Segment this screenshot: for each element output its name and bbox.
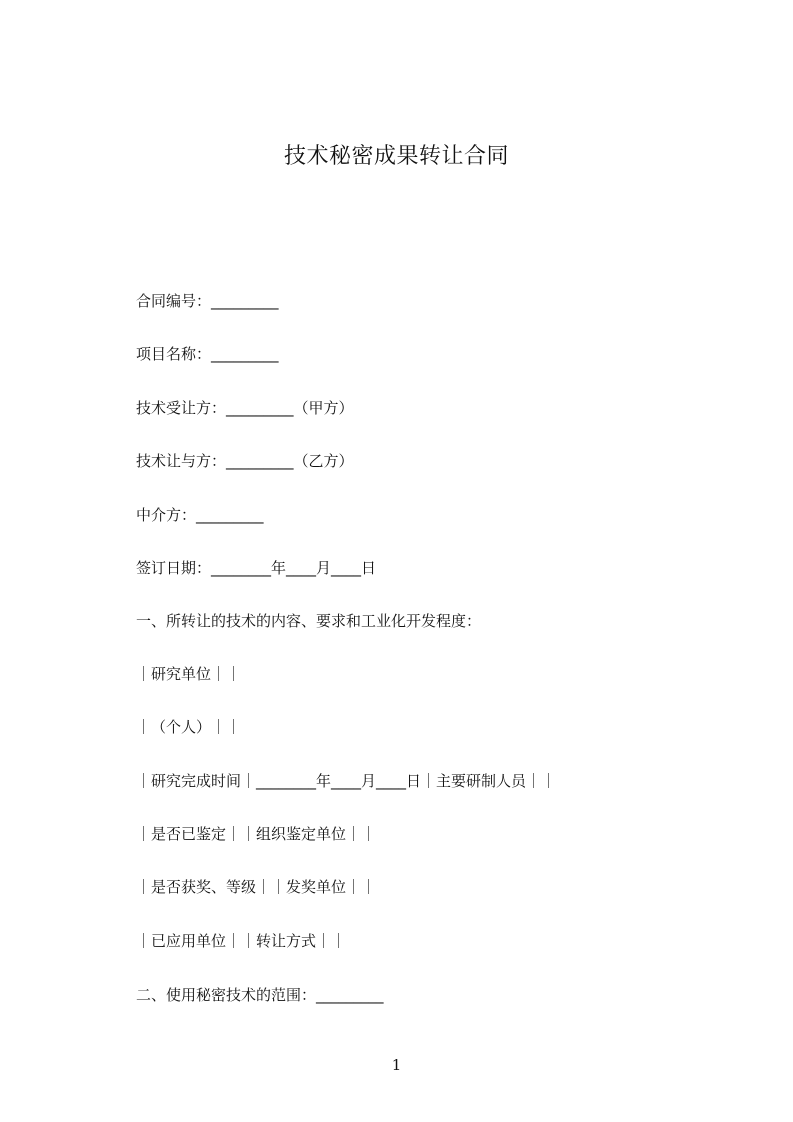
section-2-heading: 二、使用秘密技术的范围：_________ [136,986,384,1004]
licensor-line: 技术让与方：_________（乙方） [136,452,354,470]
table-row-research-unit: ｜研究单位｜｜ [136,665,242,683]
table-row-individual: ｜（个人）｜｜ [136,718,242,736]
page-number: 1 [391,1056,402,1074]
intermediary-line: 中介方：_________ [136,506,264,524]
document-title: 技术秘密成果转让合同 [283,144,509,169]
licensee-line: 技术受让方：_________（甲方） [136,399,354,417]
signing-date-line: 签订日期：________年____月____日 [136,559,377,577]
contract-number-line: 合同编号：_________ [136,292,279,310]
table-row-applied-units: ｜已应用单位｜｜转让方式｜｜ [136,932,347,950]
table-row-appraisal: ｜是否已鉴定｜｜组织鉴定单位｜｜ [136,825,377,843]
table-row-completion-time: ｜研究完成时间｜________年____月____日｜主要研制人员｜｜ [136,772,557,790]
table-row-awards: ｜是否获奖、等级｜｜发奖单位｜｜ [136,878,377,896]
project-name-line: 项目名称：_________ [136,345,279,363]
section-1-heading: 一、所转让的技术的内容、要求和工业化开发程度： [136,612,482,630]
